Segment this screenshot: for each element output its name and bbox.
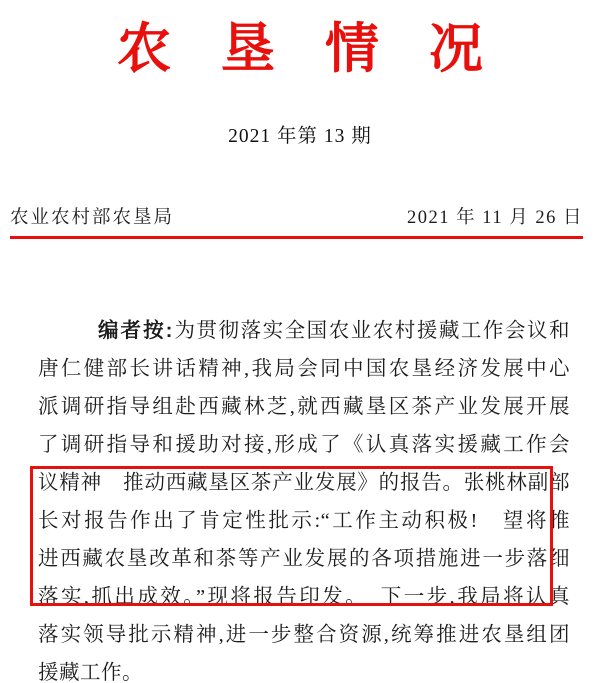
body-line — [38, 312, 570, 350]
body-line: 进西藏农垦改革和茶等产业发展的各项措施进一步落细 — [38, 548, 570, 570]
masthead-row — [10, 203, 583, 229]
bulletin-title: 农垦情况 — [117, 19, 533, 79]
body-line: 派调研指导组赴西藏林芝,就西藏垦区茶产业发展开展 — [38, 396, 570, 418]
body-line: 长对报告作出了肯定性批示:“工作主动积极! 望将推 — [38, 510, 570, 532]
editor-note-paragraph — [38, 312, 570, 683]
body-line: 了调研指导和援助对接,形成了《认真落实援藏工作会 — [38, 434, 570, 456]
body-line: 议精神 推动西藏垦区茶产业发展》的报告。张桃林副部 — [38, 472, 570, 494]
body-line: 唐仁健部长讲话精神,我局会同中国农垦经济发展中心 — [38, 358, 570, 380]
issue-number: 2021 年第 13 期 — [228, 126, 372, 147]
body-line-text: 为贯彻落实全国农业农村援藏工作会议和 — [173, 320, 571, 342]
body-line: 落实领导批示精神,进一步整合资源,统筹推进农垦组团 — [38, 624, 570, 646]
publish-date: 2021 年 11 月 26 日 — [407, 208, 583, 228]
editor-note-label: 编者按: — [98, 319, 174, 342]
body-line: 落实,抓出成效。”现将报告印发。 下一步,我局将认真 — [38, 586, 570, 608]
red-divider — [10, 236, 583, 239]
body-line: 援藏工作。 — [38, 662, 143, 683]
publisher-name: 农业农村部农垦局 — [10, 208, 175, 228]
